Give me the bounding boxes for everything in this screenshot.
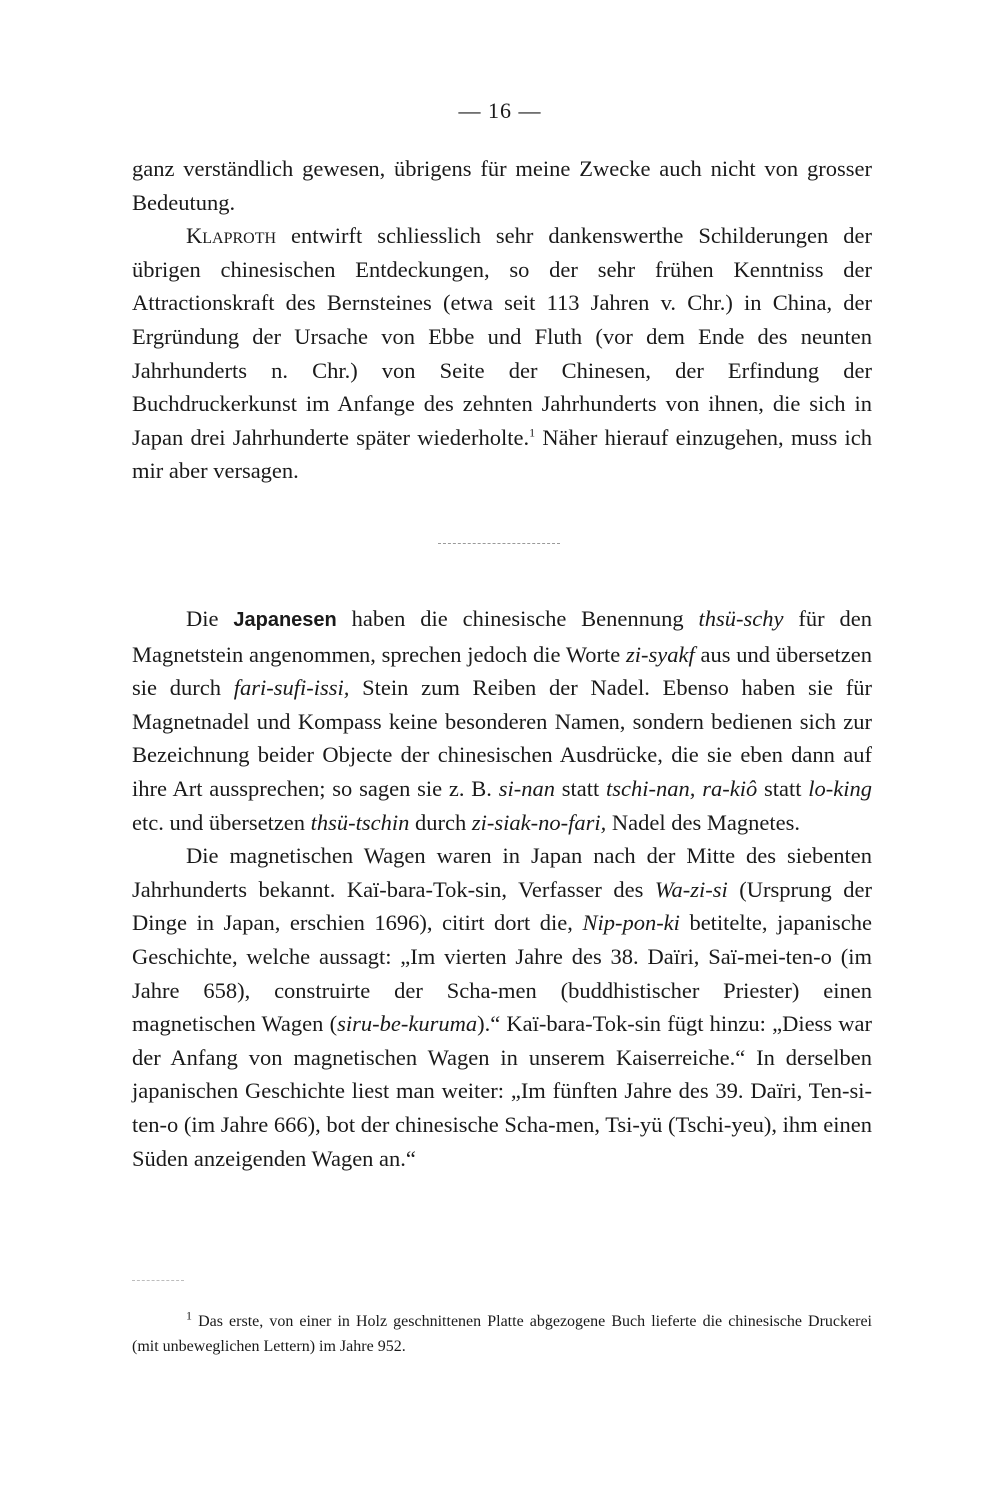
text-run: Klaproth [186, 223, 277, 249]
text-run: ).“ Kaï-bara-Tok-sin fügt hinzu: „Diess war der Anfang von magnetischen Wagen in unserem Kaiserreiche.“ In derselben japanischen Geschichte liest man weiter: „Im fünften Jahre des 39. Daïri, Ten-si-ten-o (im Jahre 666), bot der chinesische Scha-men, Tsi-yü (Tschi-yeu), ihm einen Süden anzeigenden Wagen an.“ [132, 1011, 872, 1171]
text-run: zi-syakf [626, 641, 695, 667]
text-run: tschi-nan, [606, 775, 696, 801]
paragraph-continuation [132, 152, 872, 219]
text-run: (Ursprung der Dinge in Japan, erschien 1696), citirt dort die, [132, 876, 872, 936]
text-run: durch [409, 809, 472, 835]
text-run: Näher hierauf einzugehen, muss ich mir aber versagen. [132, 424, 872, 484]
text-run: etc. und übersetzen [132, 809, 311, 835]
text-run: Die [186, 606, 234, 631]
text-run: statt [757, 775, 809, 801]
text-run: zi-siak-no-fari, [471, 809, 607, 835]
text-run: Stein zum Reiben der Nadel. Ebenso haben sie für Magnetnadel und Kompass keine besonderen Namen, sondern bedienen sich zur Bezeichnung beider Objecte der chinesischen Ausdrücke, die sie eben dann auf ihre Art aussprechen; so sagen sie z. B. [132, 675, 872, 801]
text-run: thsü-tschin [310, 809, 410, 835]
footnotes [132, 1309, 872, 1359]
footnote-1 [132, 1309, 872, 1359]
section-divider [438, 543, 560, 544]
text-run: ra-kiô [702, 775, 758, 801]
text-run: 1 [529, 425, 536, 440]
text-run: fari-sufi-issi, [233, 675, 350, 701]
text-run: Das erste, von einer in Holz geschnittenen Platte abgezogene Buch lieferte die chinesische Druckerei (mit unbeweglichen Lettern) im Jahre 952. [132, 1313, 872, 1355]
text-run: statt [554, 775, 607, 801]
text-run: Nadel des Magnetes. [606, 809, 800, 835]
text-run: lo-king [808, 775, 873, 801]
text-run: Die magnetischen Wagen waren in Japan nach der Mitte des siebenten Jahrhunderts bekannt. Kaï-bara-Tok-sin, Verfasser des [132, 843, 872, 902]
text-run: ganz verständlich gewesen, übrigens für meine Zwecke auch nicht von grosser Bedeutung. [132, 156, 872, 215]
text-run: 1 [186, 1308, 192, 1323]
text-run: betitelte, japanische Geschichte, welche aussagt: „Im vierten Jahre des 38. Daïri, Saï-mei-ten-o (im Jahre 658), construirte der Scha-men (buddhistischer Priester) einen magnetischen Wagen ( [132, 910, 873, 1037]
text-run: haben die chinesische Benennung [336, 606, 699, 631]
paragraph-japanesen [132, 602, 872, 839]
text-block-japanese-section [132, 602, 872, 1175]
paragraph-magnetic-wagons [132, 839, 872, 1175]
text-run: thsü-schy [698, 606, 784, 631]
text-run: Nip-pon-ki [582, 910, 680, 936]
text-run: siru-be-kuruma [337, 1011, 478, 1037]
text-run: Wa-zi-si [654, 876, 728, 902]
paragraph-klaproth [132, 219, 872, 488]
footnote-rule [132, 1280, 184, 1281]
text-run: aus und übersetzen sie durch [132, 641, 872, 701]
page-number: — 16 — [458, 98, 542, 123]
text-run: si-nan [498, 775, 555, 801]
text-run: entwirft schliesslich sehr dankenswerthe Schilderungen der übrigen chinesischen Entdeckungen, so der sehr frühen Kenntniss der Attractionskraft des Bernsteines (etwa seit 113 Jahren v. Chr.) in China, der Ergründung der Ursache von Ebbe und Fluth (vor dem Ende des neunten Jahrhunderts n. Chr.) von Seite der Chinesen, der Erfindung der Buchdruckerkunst im Anfange des zehnten Jahrhunderts von ihnen, die sich in Japan drei Jahrhunderte später wiederholte. [132, 223, 872, 450]
text-block-upper [132, 152, 872, 488]
text-run: Japanesen [233, 609, 337, 631]
text-run: für den Magnetstein angenommen, sprechen jedoch die Worte [132, 606, 872, 667]
